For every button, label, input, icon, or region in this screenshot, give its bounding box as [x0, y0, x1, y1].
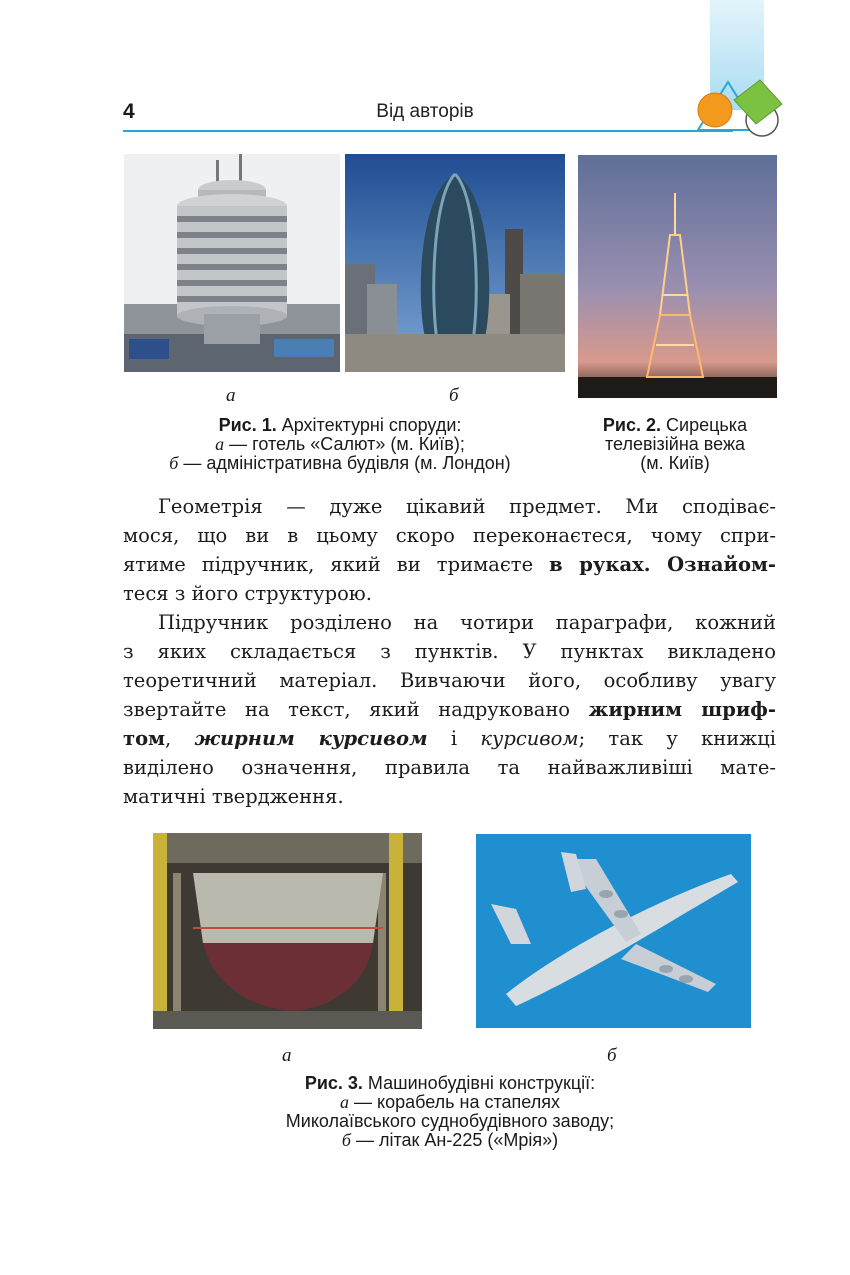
fig3-caption: [220, 1074, 680, 1150]
p2-line5a: том: [123, 727, 166, 750]
fig1-caption-title: Архітектурні споруди:: [276, 415, 462, 435]
fig2-caption: [570, 416, 780, 473]
fig1-letter-a: а: [226, 385, 236, 406]
fig1-caption-line2: — готель «Салют» (м. Київ);: [224, 434, 465, 454]
fig3-caption-line2: — корабель на стапелях: [349, 1092, 560, 1112]
photo-ship-shipyard: [153, 833, 422, 1029]
fig3-caption-line4: — літак Ан-225 («Мрія»): [350, 1130, 559, 1150]
p2-line7: матичні твердження.: [123, 785, 344, 808]
p2-line1: Підручник розділено на чотири параграфи, кожний: [158, 611, 776, 634]
photo-hotel-salut: [124, 154, 340, 372]
fig3-caption-label: Рис. 3.: [304, 1073, 363, 1093]
fig1-caption: [120, 416, 560, 473]
fig2-caption-line2: телевізійна вежа: [604, 434, 745, 454]
paragraph-2: [158, 608, 776, 637]
fig2-caption-line3: (м. Київ): [640, 453, 710, 473]
p2-line4a: звертайте на текст, який надруковано: [123, 698, 589, 721]
p2-line5e: курсивом: [480, 727, 579, 750]
fig2-caption-title: Сирецька: [661, 415, 748, 435]
p1-line1: Геометрія — дуже цікавий предмет. Ми сподіває-: [158, 495, 776, 518]
p2-line4b: жирним шриф-: [588, 698, 776, 721]
p2-line3: теоретичний матеріал. Вивчаючи його, особливу увагу: [123, 669, 776, 692]
p2-line5b: ,: [165, 727, 195, 750]
fig3-letter-a: а: [282, 1045, 292, 1066]
photo-tv-tower: [578, 155, 777, 398]
paragraph-1-cont: [123, 521, 776, 608]
running-head: Від авторів: [376, 101, 474, 122]
p1-line4: теся з його структурою.: [123, 582, 372, 605]
p1-line3a: ятиме підручник, який ви тримаєте: [123, 553, 550, 576]
fig1-letter-b: б: [449, 385, 459, 406]
paragraph-2-cont: [123, 637, 776, 811]
fig1-caption-label: Рис. 1.: [218, 415, 277, 435]
fig3-caption-title: Машинобудівні конструкції:: [362, 1073, 596, 1093]
paragraph-1: [158, 492, 776, 521]
header-rule: [123, 130, 733, 132]
fig3-caption-a: а: [340, 1092, 350, 1112]
fig1-caption-b: б: [169, 453, 179, 473]
p2-line2: з яких складається з пунктів. У пунктах викладено: [123, 640, 776, 663]
page-number: 4: [123, 100, 135, 123]
fig3-letter-b: б: [607, 1045, 617, 1066]
p2-line5c: жирним курсивом: [194, 727, 428, 750]
photo-an225-airplane: [476, 834, 751, 1028]
p2-line6: виділено означення, правила та найважливіші мате-: [123, 756, 776, 779]
p1-line3: [123, 550, 776, 579]
p1-line2: мося, що ви в цьому скоро переконаєтеся, чому спри-: [123, 524, 776, 547]
fig3-caption-line3: Миколаївського суднобудівного заводу;: [285, 1111, 615, 1131]
p1-line3b: в руках. Ознайом-: [549, 553, 776, 576]
fig3-caption-b: б: [341, 1130, 351, 1150]
fig1-caption-line3: — адміністративна будівля (м. Лондон): [178, 453, 511, 473]
photo-london-building: [345, 154, 565, 372]
p2-line5d: і: [427, 727, 481, 750]
fig2-caption-label: Рис. 2.: [602, 415, 662, 435]
p2-line4: [123, 695, 776, 724]
p2-line5f: ; так у книжці: [578, 727, 776, 750]
p2-line5: [123, 724, 776, 753]
fig1-caption-a: а: [215, 434, 225, 454]
